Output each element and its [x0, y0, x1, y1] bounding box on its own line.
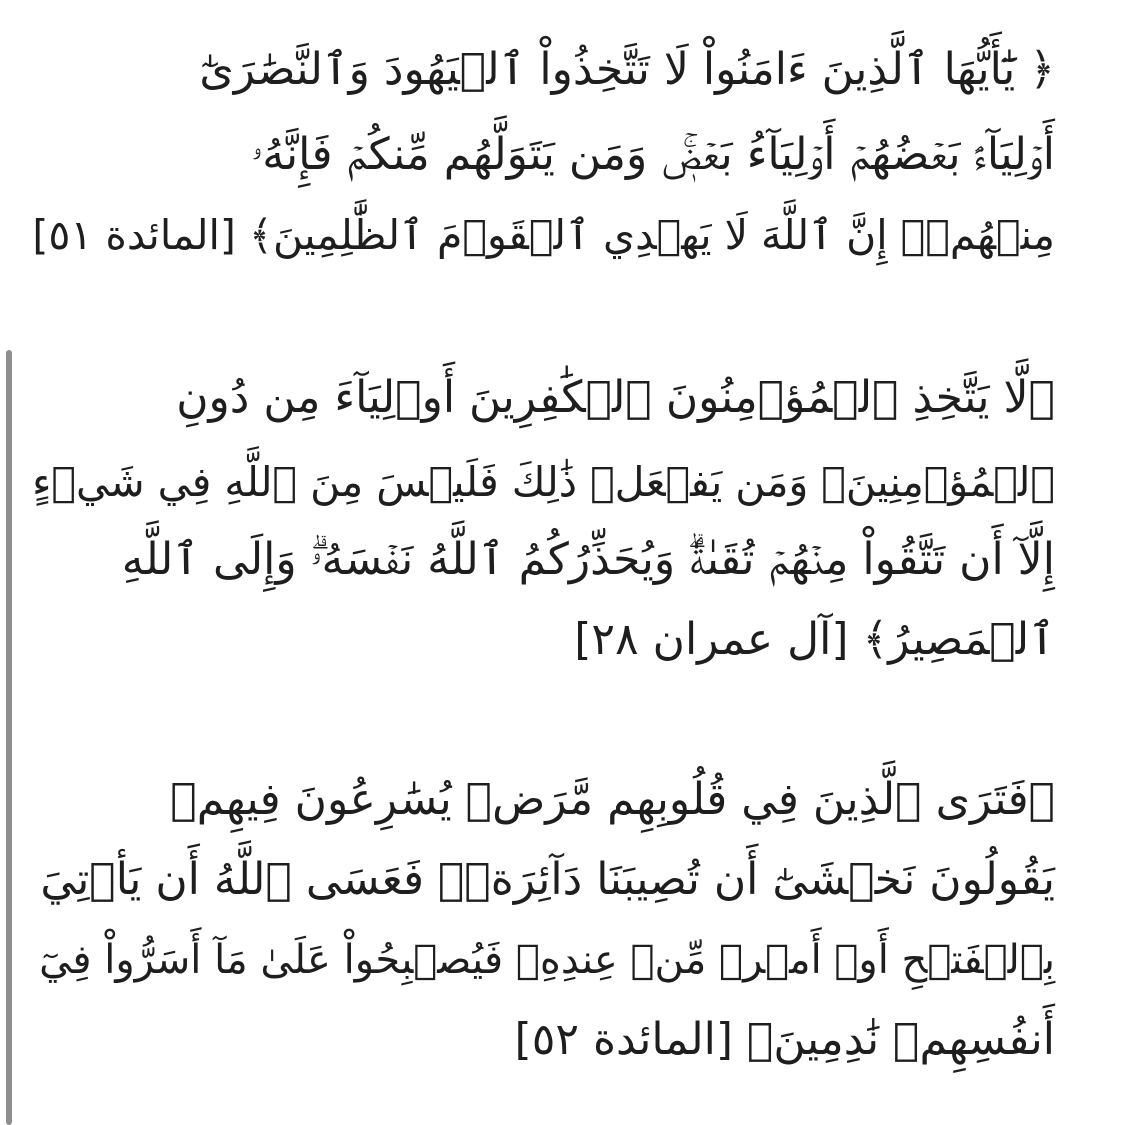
- verse-line: أَنفُسِهِمۡ نَٰدِمِينَ﴾ [المائدة ٥٢]: [514, 1014, 1055, 1065]
- verse-line: إِلَّآ أَن تَتَّقُواْ مِنۡهُمۡ تُقَىٰةٗۗ وَيُحَذِّرُكُمُ ٱللَّهُ نَفۡسَهُۥۗ وَإِلَى ٱللَّهِ: [121, 534, 1055, 585]
- verse-line: أَوۡلِيَآءَۘ بَعۡضُهُمۡ أَوۡلِيَآءُ بَعۡضٖۚ وَمَن يَتَوَلَّهُم مِّنكُمۡ فَإِنَّهُۥ: [251, 129, 1055, 180]
- verse-line: يَقُولُونَ نَخۡشَىٰٓ أَن تُصِيبَنَا دَآئِرَةٞۚ فَعَسَى ٱللَّهُ أَن يَأۡتِيَ: [40, 854, 1055, 905]
- verse-line: ﴿لَّا يَتَّخِذِ ٱلۡمُؤۡمِنُونَ ٱلۡكَٰفِرِينَ أَوۡلِيَآءَ مِن دُونِ: [176, 372, 1055, 423]
- verse-line: ٱلۡمَصِيرُ﴾ [آل عمران ٢٨]: [574, 614, 1055, 665]
- verse-line: ٱلۡمُؤۡمِنِينَۖ وَمَن يَفۡعَلۡ ذَٰلِكَ فَلَيۡسَ مِنَ ٱللَّهِ فِي شَيۡءٍ: [32, 458, 1055, 506]
- verse-line: بِٱلۡفَتۡحِ أَوۡ أَمۡرٖ مِّنۡ عِندِهِۦ فَيُصۡبِحُواْ عَلَىٰ مَآ أَسَرُّواْ فِيٓ: [39, 937, 1055, 983]
- verse-line: مِنۡهُمۡۗ إِنَّ ٱللَّهَ لَا يَهۡدِي ٱلۡقَوۡمَ ٱلظَّٰلِمِينَ﴾ [المائدة ٥١]: [32, 211, 1055, 259]
- verse-line: ﴿ يَٰٓأَيُّهَا ٱلَّذِينَ ءَامَنُواْ لَا تَتَّخِذُواْ ٱلۡيَهُودَ وَٱلنَّصَٰرَىٰٓ: [199, 44, 1055, 95]
- verse-line: ﴿فَتَرَى ٱلَّذِينَ فِي قُلُوبِهِم مَّرَضٞ يُسَٰرِعُونَ فِيهِمۡ: [170, 774, 1055, 825]
- scroll-indicator-bar: [6, 350, 12, 1125]
